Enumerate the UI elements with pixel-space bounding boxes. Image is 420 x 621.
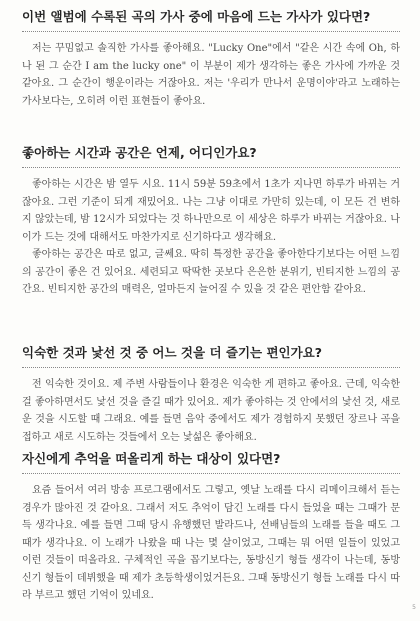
answer-paragraph: 요즘 들어서 여러 방송 프로그램에서도 그렇고, 옛날 노래를 다시 리메이크해서 듣는 경우가 많아진 것 같아요. 그래서 저도 추억이 담긴 노래를 다시 들었을 때는 그때가 문득 생각나요. 예를 들면 그때 당시 유행했던 발라드나, 선배님들의 노래를 들을 때도 그때가 생각나요. 이 노래가 나왔을 때 나는 몇 살이었고, 그때는 뭐 어떤 일들이 있었고 이런 것들이 떠올라요. 구체적인 곡을 꼽기보다는, 동방신기 형들 생각이 나는데, 동방신기 형들이 데뷔했을 때 제가 초등학생이었거든요. 그때 동방신기 형들 노래를 다시 따라 부르고 했던 기억이 있네요. (22, 485, 400, 601)
question-heading: 좋아하는 시간과 공간은 언제, 어디인가요? (22, 144, 400, 168)
qa-section-memories (22, 450, 400, 605)
question-heading: 이번 앨범에 수록된 곡의 가사 중에 마음에 드는 가사가 있다면? (22, 8, 400, 32)
page-number: 5 (412, 604, 416, 611)
answer-paragraph: 좋아하는 공간은 따로 없고, 글쎄요. 딱히 특정한 공간을 좋아한다기보다는 어떤 느낌의 공간이 좋은 건 있어요. 세련되고 딱딱한 곳보다 은은한 분위기, 빈티지한 느낌의 공간요. 빈티지한 공간의 매력은, 얼마든지 늘어질 수 있을 것 같은 편안함 같아요. (22, 249, 400, 295)
qa-section-time-place (22, 144, 400, 299)
answer-paragraph: 전 익숙한 것이요. 제 주변 사람들이나 환경은 익숙한 게 편하고 좋아요. 근데, 익숙한 걸 좋아하면서도 낯선 것을 즐길 때가 있어요. 제가 좋아하는 것 안에서의 낯선 것, 새로운 것을 시도할 때 그래요. 예를 들면 음악 중에서도 제가 경험하지 못했던 장르나 곡을 접하고 새로 시도하는 것들에서 오는 낯섦은 좋아해요. (22, 379, 400, 443)
question-heading: 자신에게 추억을 떠올리게 하는 대상이 있다면? (22, 450, 400, 474)
qa-section-familiar-new (22, 344, 400, 446)
qa-section-lyrics (22, 8, 400, 110)
answer-paragraph: 저는 꾸밈없고 솔직한 가사를 좋아해요. "Lucky One"에서 "같은 시간 속에 Oh, 하나 된 그 순간 I am the lucky one" 이 부분이 제가 생각하는 좋은 가사에 가까운 것 같아요. 그 순간이 행운이라는 거잖아요. 저는 '우리가 만나서 운명이야'라고 노래하는 가사보다는, 오히려 이런 표현들이 좋아요. (22, 43, 400, 107)
question-heading: 익숙한 것과 낯선 것 중 어느 것을 더 즐기는 편인가요? (22, 344, 400, 368)
answer-paragraph: 좋아하는 시간은 밤 열두 시요. 11시 59분 59초에서 1초가 지나면 하루가 바뀌는 거잖아요. 그런 기준이 되게 재밌어요. 나는 그냥 이대로 가만히 있는데, 이 모든 건 변하지 않았는데, 밤 12시가 되었다는 것 하나만으로 이 세상은 하루가 바뀌는 거잖아요. 나이가 드는 것에 대해서도 마찬가지로 신기하다고 생각해요. (22, 179, 400, 243)
